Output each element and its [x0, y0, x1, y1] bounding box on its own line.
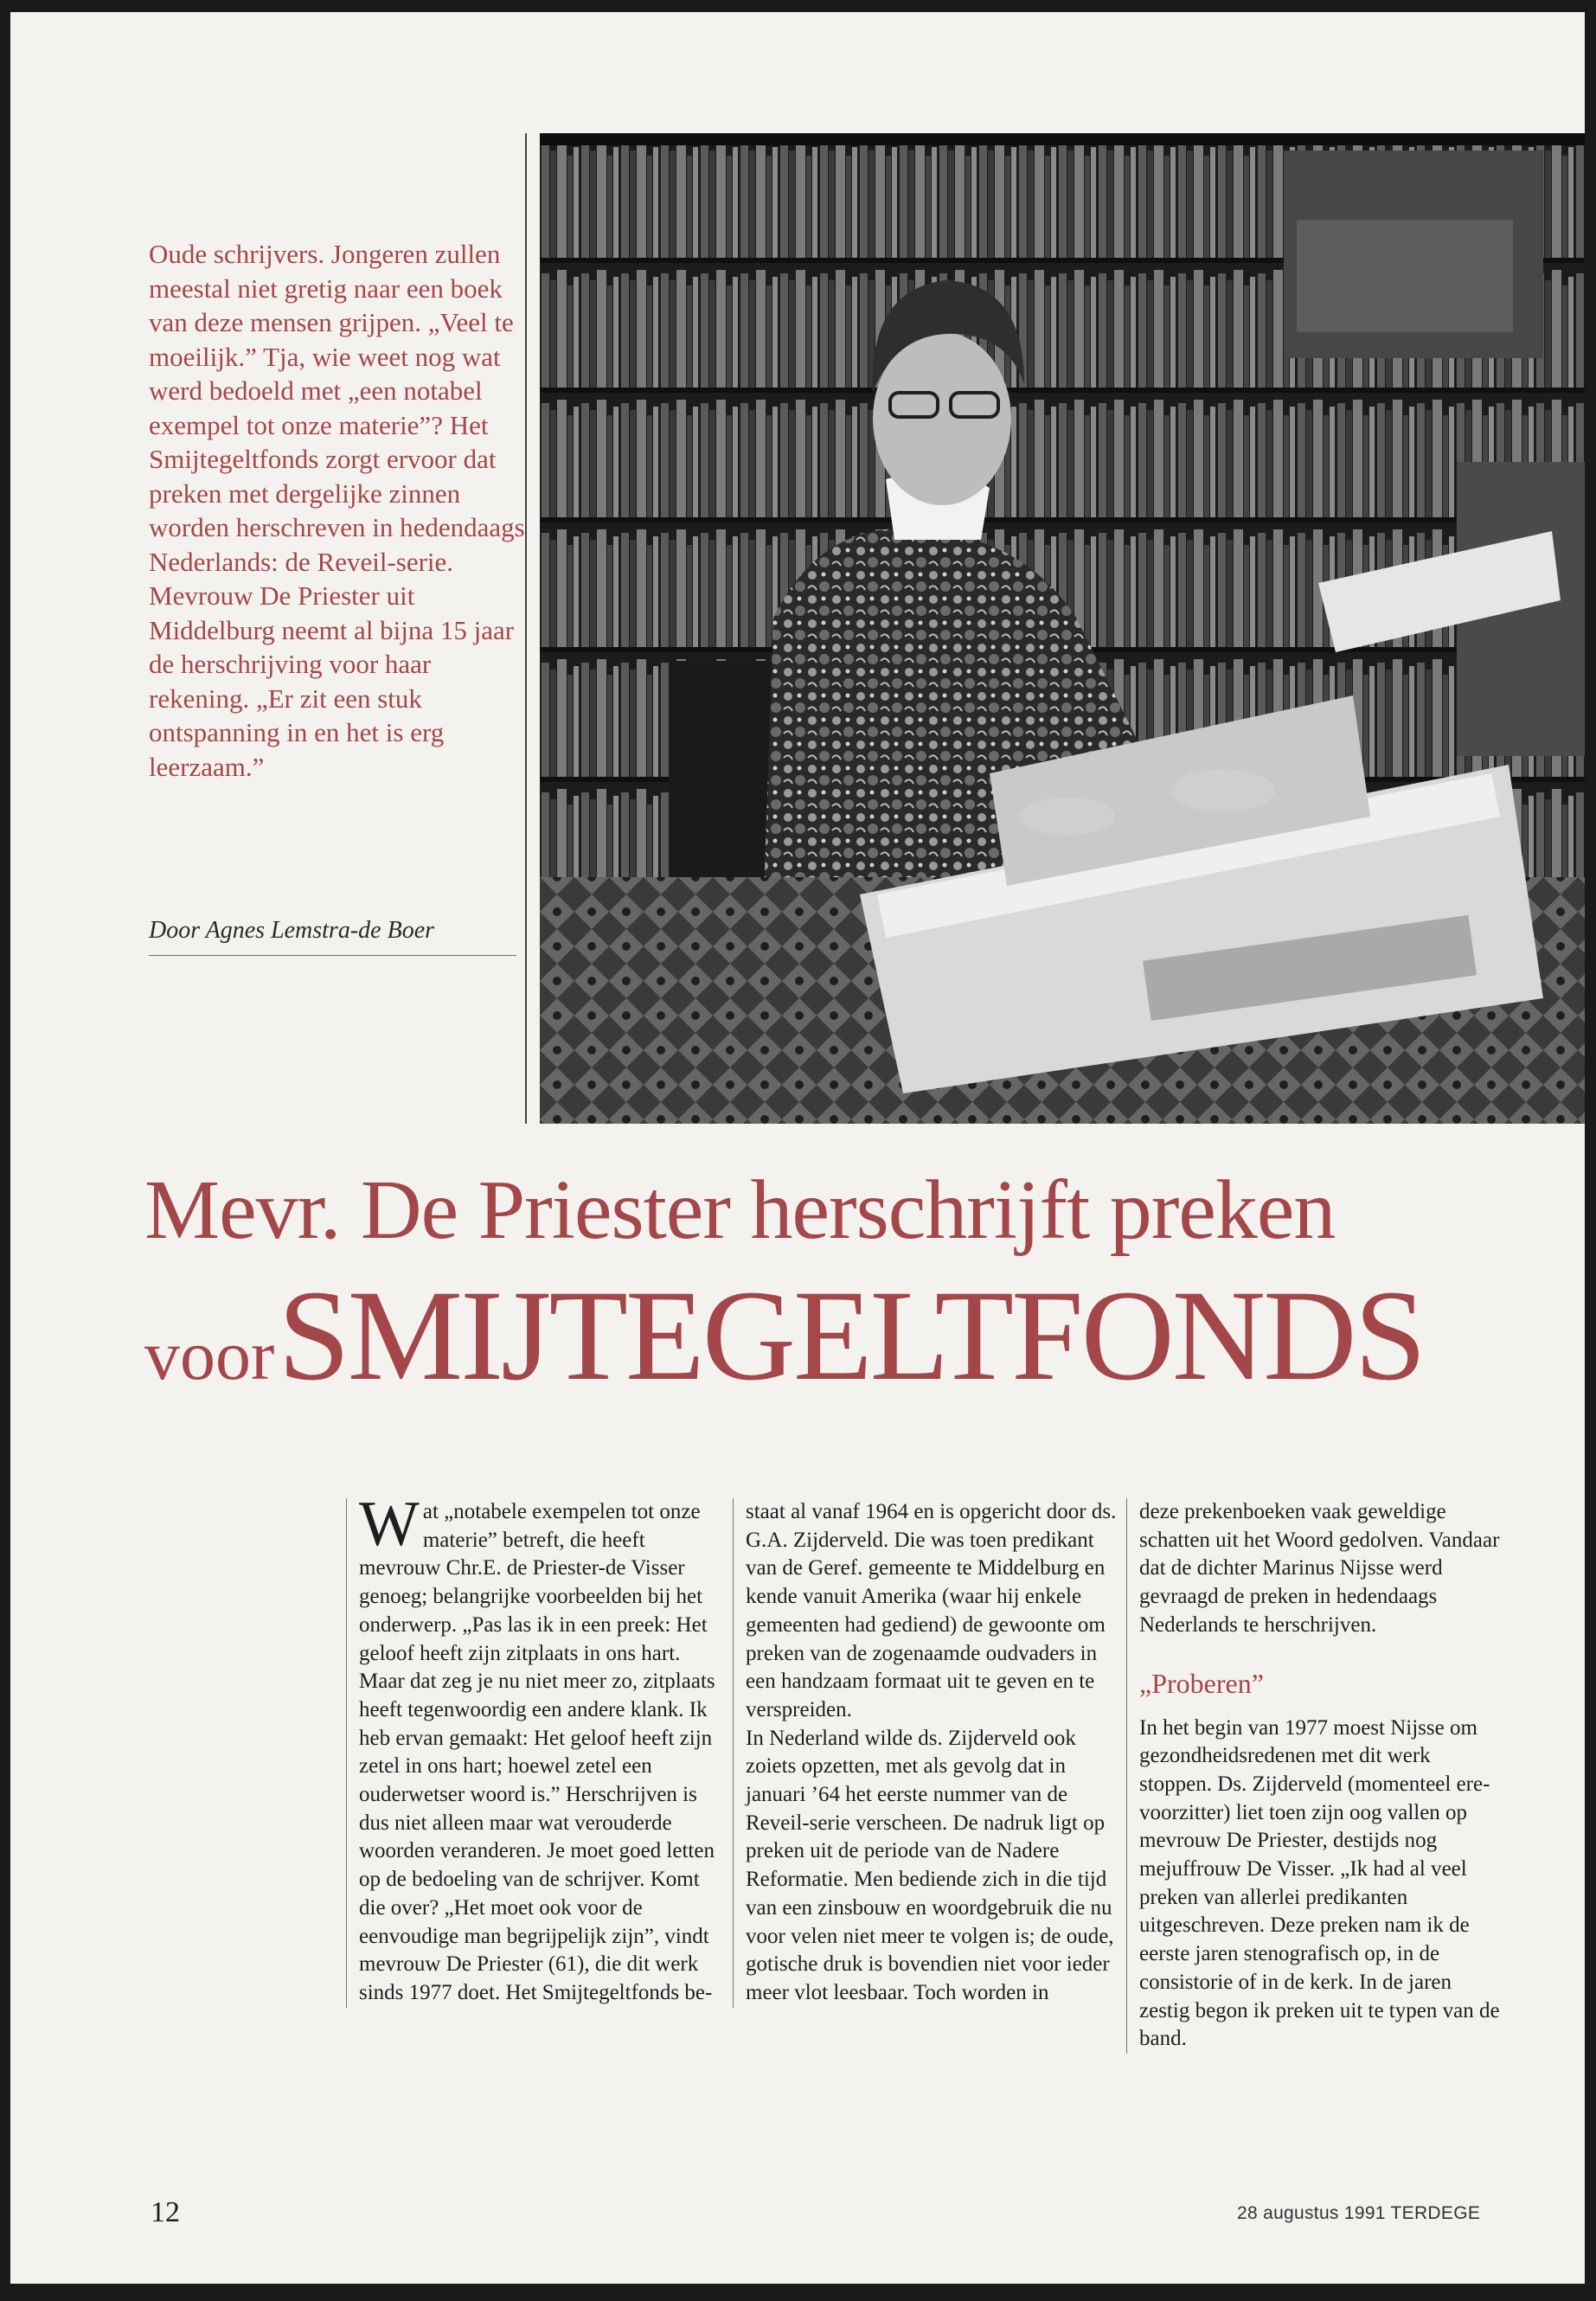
byline: Door Agnes Lemstra-de Boer [149, 917, 516, 956]
drop-cap: W [359, 1489, 420, 1560]
article-column-2 [733, 1498, 1118, 2008]
headline-line-1: Mevr. De Priester herschrijft preken [144, 1163, 1336, 1257]
photo-woman-at-typewriter [540, 133, 1585, 1124]
article-column-3 [1126, 1498, 1507, 2054]
intro-paragraph: Oude schrijvers. Jongeren zullen meestal niet gretig naar een boek van deze mensen grijpen. „Veel te moeilijk.” Tja, wie weet nog wat werd bedoeld met „een notabel exempel tot onze materie”? Het Smijtegeltfonds zorgt ervoor dat preken met dergelijke zinnen worden herschreven in hedendaags Nederlands: de Reveil-serie. Mevrouw De Priester uit Middelburg neemt al bijna 15 jaar de herschrijving voor haar rekening. „Er zit een stuk ontspanning in en het is erg leerzaam.” [149, 239, 525, 782]
column-3-paragraph-1: deze prekenboeken vaak geweldige schatten uit het Woord gedolven. Vandaar dat de dichter Marinus Nijsse werd gevraagd de preken in hedendaags Nederlands te herschrijven. [1139, 1500, 1500, 1637]
photo-illustration [540, 133, 1585, 1124]
photo-divider [525, 133, 527, 1124]
headline-brand: SMIJTEGELTFONDS [278, 1264, 1424, 1407]
intro-text [149, 237, 525, 784]
column-2-paragraph-2: In Nederland wilde ds. Zijderveld ook zoiets opzetten, met als gevolg dat in januari ’64 het eerste nummer van de Reveil-serie verscheen. De nadruk ligt op preken uit de periode van de Nadere Reformatie. Men bediende zich in die tijd van een zinsbouw en woordgebruik die nu voor velen niet meer te volgen is; de oude, gotische druk is bovendien niet voor ieder meer vlot leesbaar. Toch worden in [746, 1726, 1114, 2004]
magazine-page [10, 12, 1585, 2284]
article-column-1 [346, 1489, 721, 2008]
column-3-paragraph-2: In het begin van 1977 moest Nijsse om gezondheidsredenen met dit werk stoppen. Ds. Zijderveld (momenteel ere-voorzitter) liet toen zijn oog vallen op mevrouw De Priester, destijds nog mejuffrouw De Visser. „Ik had al veel preken van allerlei predikanten uitgeschreven. Deze preken nam ik de eerste jaren stenografisch op, in de consistorie of in de kerk. In de jaren zestig begon ik preken uit te typen van de band. [1139, 1715, 1500, 2051]
subheading: „Proberen” [1139, 1667, 1264, 1699]
column-1-text: at „notabele exempelen tot onze materie” betreft, die heeft mevrouw Chr.E. de Priester-de Visser genoeg; belangrijke voorbeelden bij het onderwerp. „Pas las ik in een preek: Het geloof heeft zijn zitplaats in ons hart. Maar dat zeg je nu niet meer zo, zitplaats heeft tegenwoordig een andere klank. Ik heb ervan gemaakt: Het geloof heeft zijn zetel in ons hart; hoewel zetel een ouderwetser woord is.” Herschrijven is dus niet alleen maar wat verouderde woorden veranderen. Je moet goed letten op de bedoeling van de schrijver. Komt die over? „Het moet ook voor de eenvoudige man begrijpelijk zijn”, vindt mevrouw De Priester (61), die dit werk sinds 1977 doet. Het Smijtegeltfonds be- [359, 1500, 715, 2004]
page-number: 12 [151, 2196, 180, 2228]
column-2-paragraph-1: staat al vanaf 1964 en is opgericht door ds. G.A. Zijderveld. Die was toen predikant van de Geref. gemeente te Middelburg en kende vanuit Amerika (waar hij enkele gemeenten had gediend) de gewoonte om preken van de zogenaamde oudvaders in een handzaam formaat uit te geven en te verspreiden. [746, 1500, 1117, 1721]
headline-prefix: voor [144, 1316, 275, 1394]
issue-footer: 28 augustus 1991 TERDEGE [1237, 2203, 1481, 2223]
headline-line-2 [144, 1262, 1424, 1409]
